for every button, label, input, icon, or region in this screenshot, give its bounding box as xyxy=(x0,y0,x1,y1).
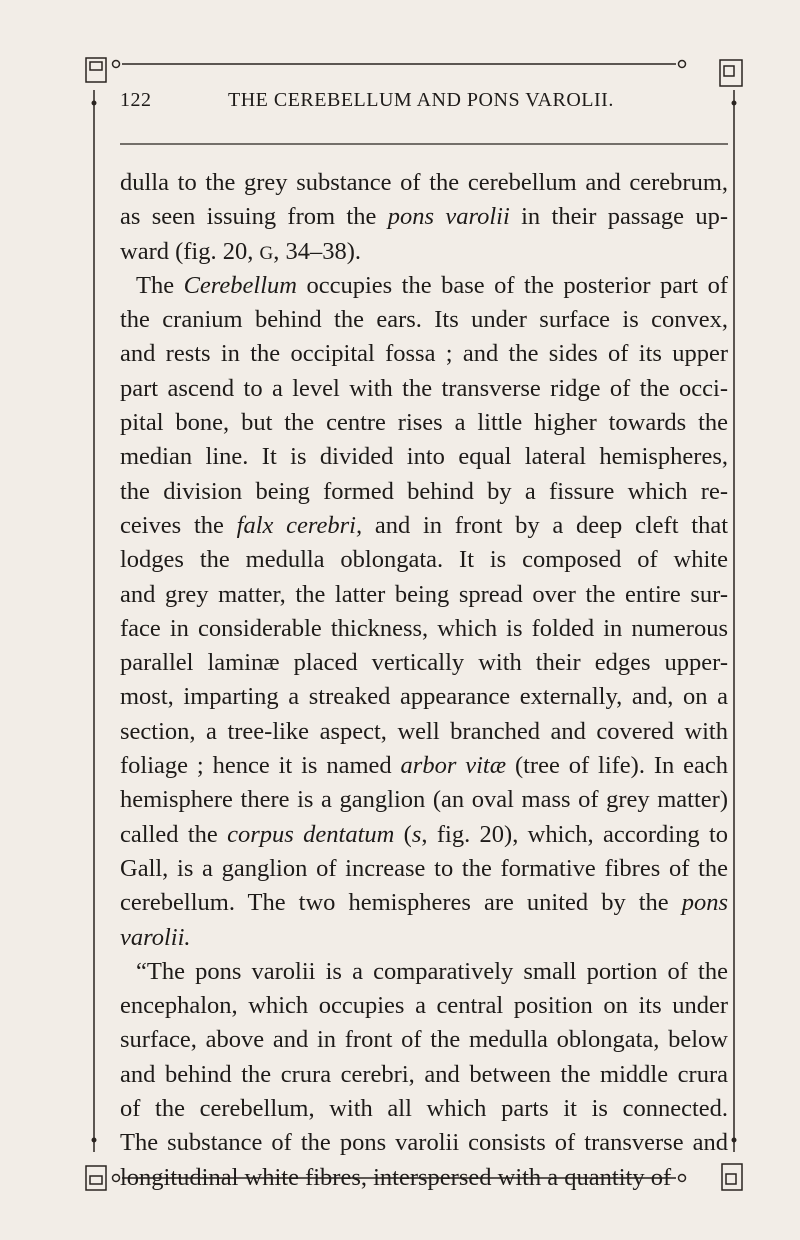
text-line xyxy=(120,921,728,955)
italic-term: varolii. xyxy=(120,923,191,951)
text-run: and behind the crura cerebri, and between the middle crura xyxy=(120,1060,728,1088)
body-text xyxy=(120,166,728,1195)
text-run: the cranium behind the ears. Its under surface is convex, xyxy=(120,306,728,334)
text-run: longitudinal white fibres, interspersed with a quantity of xyxy=(120,1163,672,1191)
text-run: section, a tree-like aspect, well branched and covered with xyxy=(120,717,728,745)
italic-term: arbor vitæ xyxy=(400,752,507,780)
text-run: and in front by a deep cleft that xyxy=(362,511,728,539)
italic-term: pons varolii xyxy=(387,203,510,231)
text-line xyxy=(120,337,728,371)
text-line xyxy=(120,612,728,646)
text-run: in their passage up- xyxy=(509,203,728,231)
text-run: as seen issuing from the xyxy=(120,203,388,231)
text-run: surface, above and in front of the medulla oblongata, below xyxy=(120,1026,728,1054)
text-run: dulla to the grey substance of the cerebellum and cerebrum, xyxy=(120,169,728,196)
running-header xyxy=(120,89,720,119)
text-run: ( xyxy=(394,820,412,848)
text-run: and rests in the occipital fossa ; and the sides of its upper xyxy=(120,340,728,368)
text-run: pital bone, but the centre rises a little higher towards the xyxy=(120,409,728,437)
text-line xyxy=(120,166,728,200)
text-run: The xyxy=(136,271,184,299)
text-line xyxy=(120,783,728,817)
text-run: median line. It is divided into equal lateral hemispheres, xyxy=(120,443,728,471)
text-line xyxy=(120,852,728,886)
text-run: the division being formed behind by a fissure which re- xyxy=(120,477,728,505)
text-line xyxy=(120,1126,728,1160)
text-line xyxy=(120,680,728,714)
text-line xyxy=(120,646,728,680)
text-line xyxy=(120,509,728,543)
text-run: and grey matter, the latter being spread over the entire sur- xyxy=(120,580,728,608)
text-line xyxy=(120,543,728,577)
text-run: cerebellum. The two hemispheres are united by the xyxy=(120,889,682,917)
italic-term: corpus dentatum xyxy=(227,820,395,848)
text-line xyxy=(120,989,728,1023)
text-run: most, imparting a streaked appearance externally, and, on a xyxy=(120,683,728,711)
text-run: (tree of life). In each xyxy=(506,752,728,780)
text-line xyxy=(120,955,728,989)
text-run: foliage ; hence it is named xyxy=(120,752,401,780)
text-run: parallel laminæ placed vertically with their edges upper- xyxy=(120,649,728,677)
italic-term: s xyxy=(411,820,422,848)
text-line xyxy=(120,1058,728,1092)
text-run: occupies the base of the posterior part of xyxy=(296,271,728,299)
text-line xyxy=(120,1161,728,1195)
running-head: THE CEREBELLUM AND PONS VAROLII. xyxy=(228,89,614,111)
text-line xyxy=(120,578,728,612)
text-run: of the cerebellum, with all which parts it is connected. xyxy=(120,1095,728,1123)
text-run: face in considerable thickness, which is folded in numerous xyxy=(120,614,728,642)
text-run: encephalon, which occupies a central position on its under xyxy=(120,992,728,1020)
text-run: The substance of the pons varolii consists of transverse and xyxy=(120,1129,728,1157)
page-number: 122 xyxy=(120,89,152,111)
italic-term: pons xyxy=(681,889,728,917)
text-run: lodges the medulla oblongata. It is composed of white xyxy=(120,546,728,574)
text-line xyxy=(120,269,728,303)
italic-term: falx cerebri, xyxy=(236,511,363,539)
text-run: ceives the xyxy=(120,511,237,539)
text-line xyxy=(120,1092,728,1126)
italic-term: Cerebellum xyxy=(183,271,297,299)
text-line xyxy=(120,818,728,852)
text-run: “The pons varolii is a comparatively small portion of the xyxy=(136,957,728,985)
text-line xyxy=(120,749,728,783)
text-line xyxy=(120,235,728,269)
text-run: hemisphere there is a ganglion (an oval mass of grey matter) xyxy=(120,786,728,814)
text-line xyxy=(120,1023,728,1057)
text-line xyxy=(120,406,728,440)
text-run: , 34–38). xyxy=(273,237,362,265)
text-run: called the xyxy=(120,820,228,848)
text-run: G xyxy=(259,242,274,264)
text-line xyxy=(120,886,728,920)
text-line xyxy=(120,715,728,749)
text-line xyxy=(120,372,728,406)
text-run: , fig. 20), which, according to xyxy=(421,820,728,848)
text-run: Gall, is a ganglion of increase to the formative fibres of the xyxy=(120,854,728,882)
text-line xyxy=(120,440,728,474)
text-run: part ascend to a level with the transverse ridge of the occi- xyxy=(120,374,728,402)
text-line xyxy=(120,200,728,234)
text-line xyxy=(120,475,728,509)
text-line xyxy=(120,303,728,337)
text-run: ward (fig. 20, xyxy=(120,237,260,265)
